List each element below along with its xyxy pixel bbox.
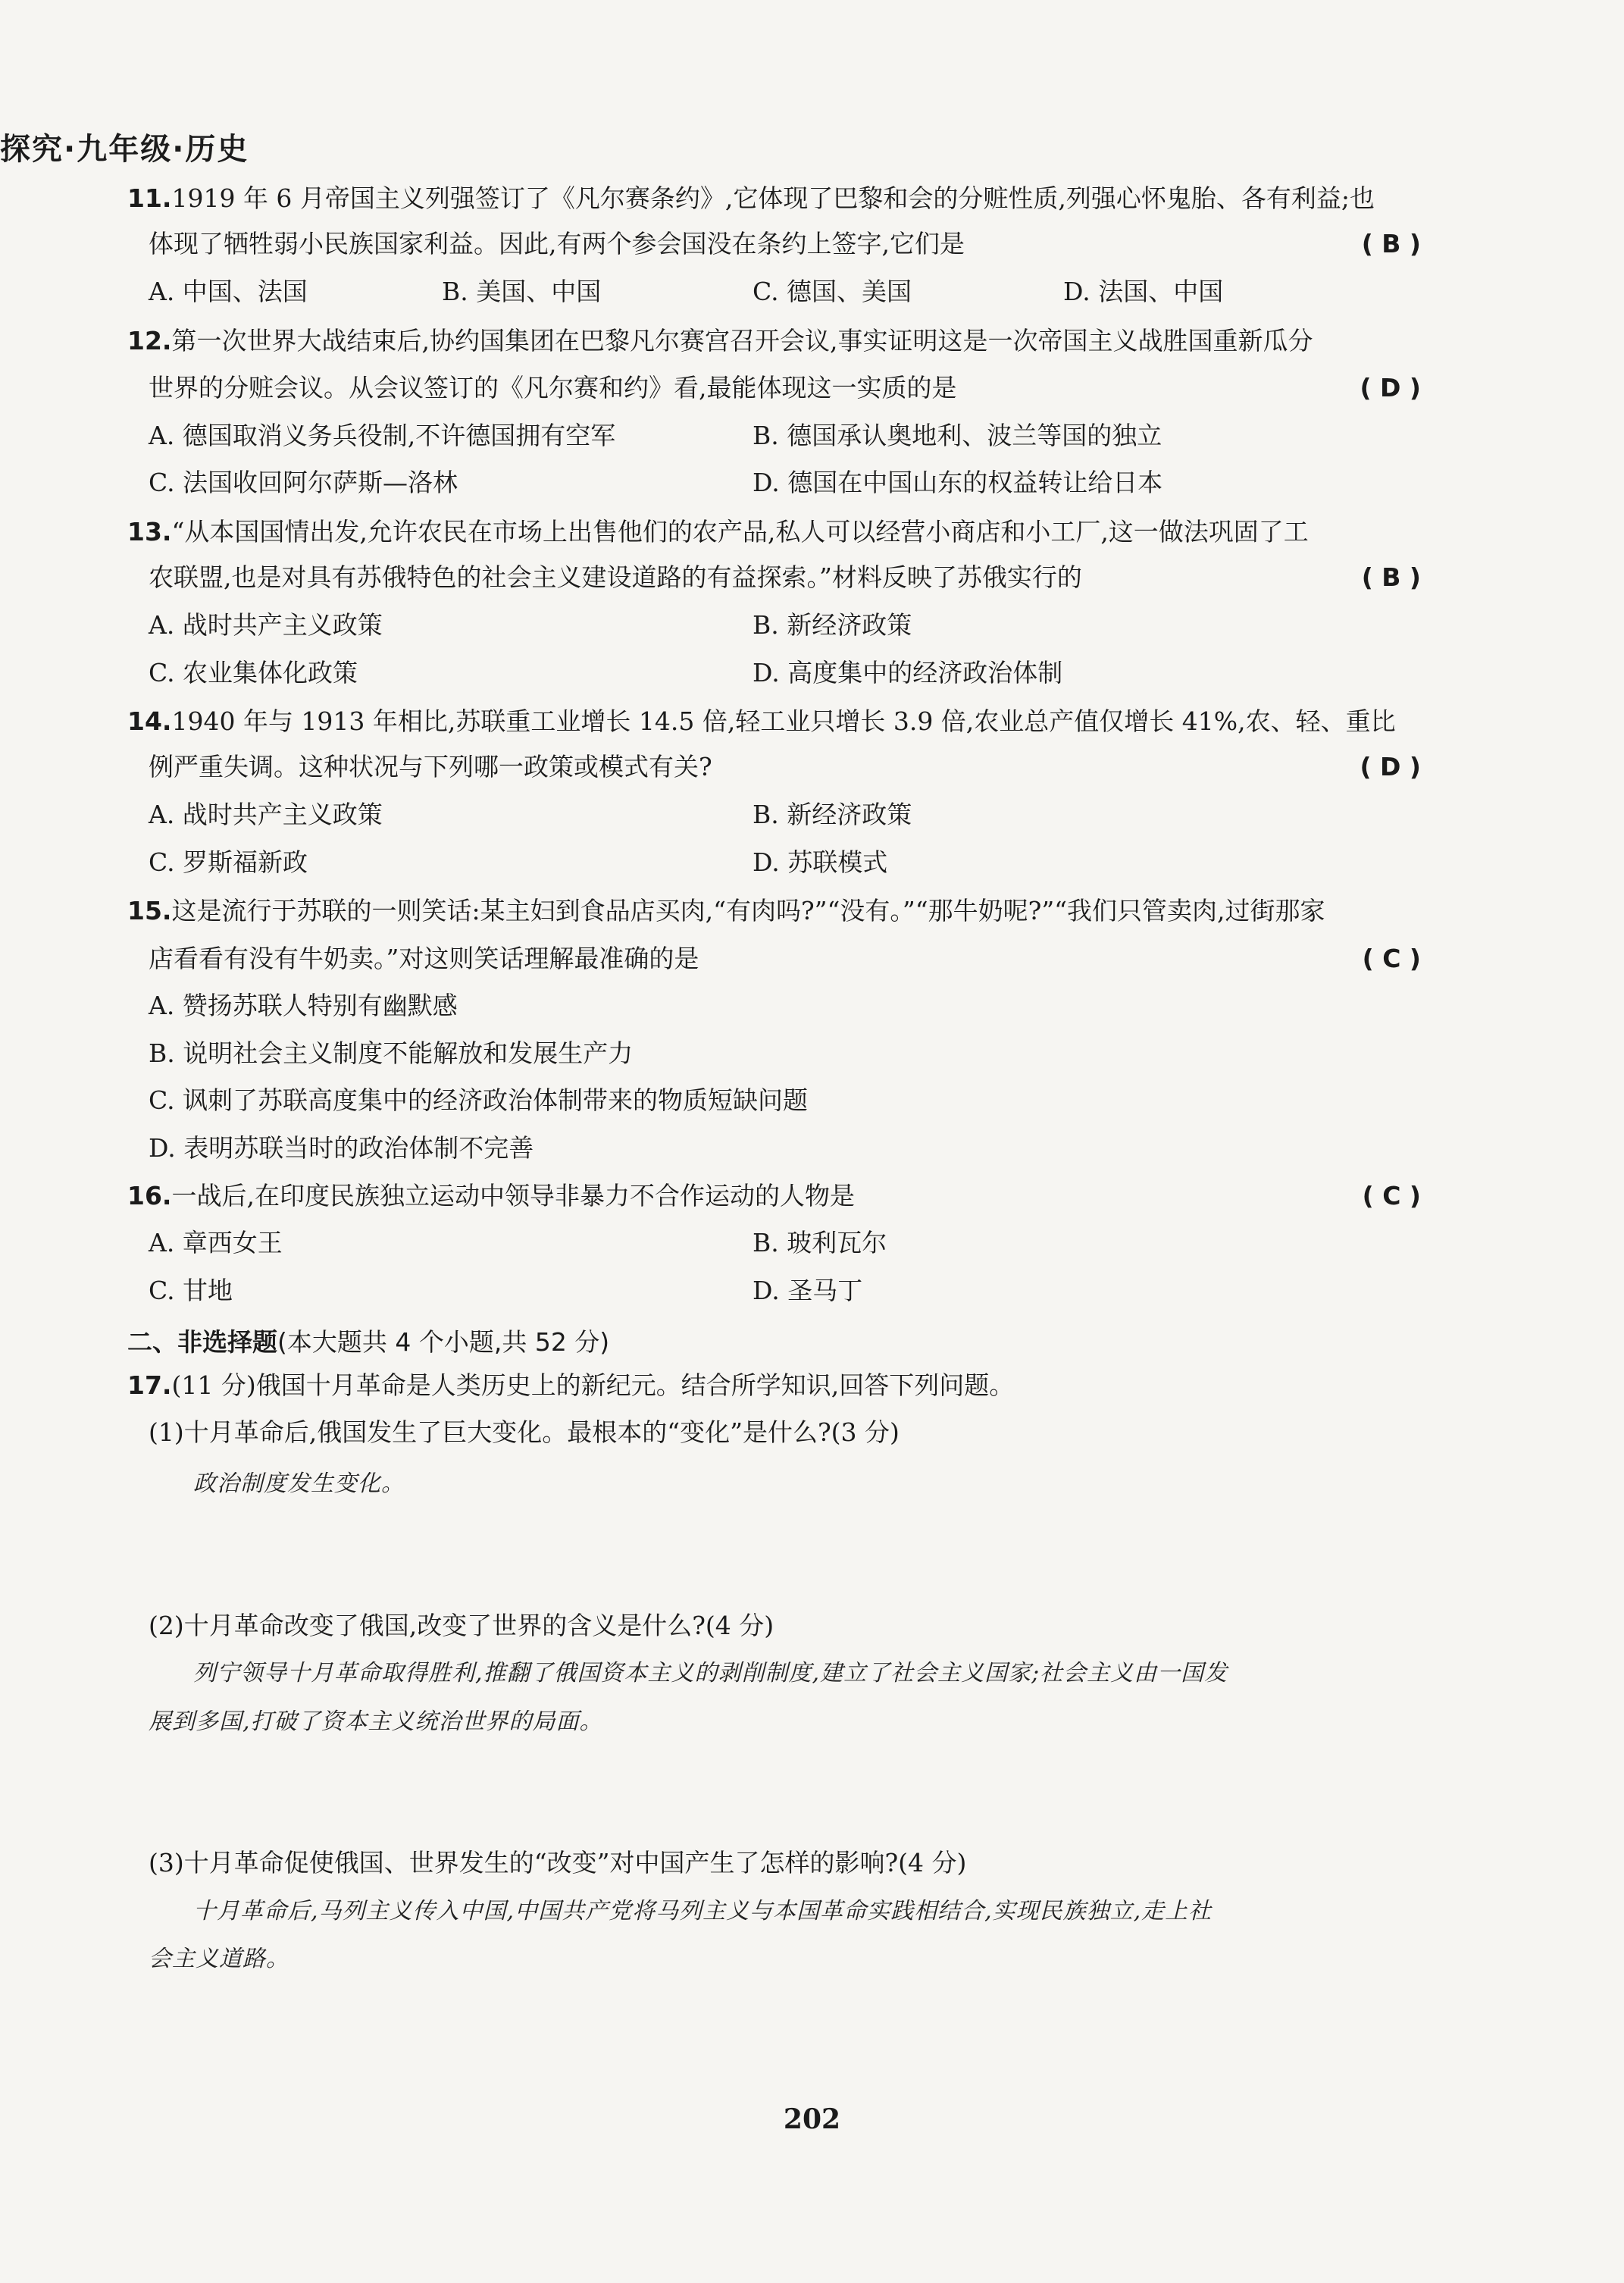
page-header: 探究·九年级·历史 — [0, 132, 249, 167]
question-13-line-2: 农联盟,也是对具有苏俄特色的社会主义建设道路的有益探索。”材料反映了苏俄实行的 — [149, 562, 1082, 592]
question-17-answer-2-line-1: 列宁领导十月革命取得胜利,推翻了俄国资本主义的剥削制度,建立了社会主义国家;社会主义由一国发 — [193, 1660, 1228, 1686]
question-11-option-b: B. 美国、中国 — [442, 277, 602, 306]
question-number: 13. — [127, 517, 172, 546]
question-number: 14. — [127, 706, 172, 736]
question-17-answer-1: 政治制度发生变化。 — [193, 1470, 405, 1497]
question-15-option-b: B. 说明社会主义制度不能解放和发展生产力 — [149, 1038, 634, 1068]
question-11-line-1: 11.1919 年 6 月帝国主义列强签订了《凡尔赛条约》,它体现了巴黎和会的分赃性质,列强心怀鬼胎、各有利益;也 — [127, 183, 1375, 213]
question-15-option-c: C. 讽刺了苏联高度集中的经济政治体制带来的物质短缺问题 — [149, 1085, 809, 1115]
question-14-option-a: A. 战时共产主义政策 — [149, 800, 383, 829]
question-number: 16. — [127, 1181, 172, 1210]
question-12-option-a: A. 德国取消义务兵役制,不许德国拥有空军 — [149, 421, 616, 450]
question-11-line-2: 体现了牺牲弱小民族国家利益。因此,有两个参会国没在条约上签字,它们是 — [149, 229, 965, 258]
question-14-line-2: 例严重失调。这种状况与下列哪一政策或模式有关? — [149, 752, 712, 781]
question-11-option-c: C. 德国、美国 — [753, 277, 912, 306]
question-17-sub-2: (2)十月革命改变了俄国,改变了世界的含义是什么?(4 分) — [149, 1611, 774, 1640]
question-16-option-c: C. 甘地 — [149, 1276, 233, 1305]
question-15-line-2: 店看看有没有牛奶卖。”对这则笑话理解最准确的是 — [149, 944, 699, 973]
question-13-option-a: A. 战时共产主义政策 — [149, 610, 383, 640]
question-17-sub-1: (1)十月革命后,俄国发生了巨大变化。最根本的“变化”是什么?(3 分) — [149, 1417, 900, 1447]
question-13-option-c: C. 农业集体化政策 — [149, 658, 358, 687]
question-16-option-b: B. 玻利瓦尔 — [753, 1228, 887, 1257]
question-13-option-d: D. 高度集中的经济政治体制 — [753, 658, 1063, 687]
question-12-option-b: B. 德国承认奥地利、波兰等国的独立 — [753, 421, 1162, 450]
question-11-option-a: A. 中国、法国 — [149, 277, 308, 306]
question-13-answer: ( B ) — [1361, 562, 1421, 592]
question-number: 12. — [127, 326, 172, 355]
question-16-line-1: 16.一战后,在印度民族独立运动中领导非暴力不合作运动的人物是 — [127, 1181, 855, 1210]
question-12-line-2: 世界的分赃会议。从会议签订的《凡尔赛和约》看,最能体现这一实质的是 — [149, 373, 957, 402]
question-16-option-a: A. 章西女王 — [149, 1228, 283, 1257]
question-15-line-1: 15.这是流行于苏联的一则笑话:某主妇到食品店买肉,“有肉吗?”“没有。”“那牛奶呢?”“我们只管卖肉,过街那家 — [127, 896, 1325, 925]
question-15-option-a: A. 赞扬苏联人特别有幽默感 — [149, 991, 458, 1020]
question-12-option-c: C. 法国收回阿尔萨斯—洛林 — [149, 468, 458, 497]
question-14-line-1: 14.1940 年与 1913 年相比,苏联重工业增长 14.5 倍,轻工业只增长 3.9 倍,农业总产值仅增长 41%,农、轻、重比 — [127, 706, 1396, 736]
question-17-answer-2-line-2: 展到多国,打破了资本主义统治世界的局面。 — [149, 1708, 603, 1735]
question-15-answer: ( C ) — [1362, 944, 1421, 973]
question-11-option-d: D. 法国、中国 — [1063, 277, 1224, 306]
question-12-line-1: 12.第一次世界大战结束后,协约国集团在巴黎凡尔赛宫召开会议,事实证明这是一次帝国主义战胜国重新瓜分 — [127, 326, 1313, 355]
question-14-option-b: B. 新经济政策 — [753, 800, 912, 829]
question-15-option-d: D. 表明苏联当时的政治体制不完善 — [149, 1133, 534, 1163]
question-17-answer-3-line-2: 会主义道路。 — [149, 1946, 289, 1972]
question-number: 17. — [127, 1370, 172, 1400]
question-14-answer: ( D ) — [1360, 752, 1421, 781]
question-12-option-d: D. 德国在中国山东的权益转让给日本 — [753, 468, 1163, 497]
page-number: 202 — [783, 2103, 841, 2135]
question-11-answer: ( B ) — [1361, 229, 1421, 258]
question-14-option-d: D. 苏联模式 — [753, 847, 888, 877]
question-13-option-b: B. 新经济政策 — [753, 610, 912, 640]
question-number: 15. — [127, 896, 172, 925]
question-17-stem: 17.(11 分)俄国十月革命是人类历史上的新纪元。结合所学知识,回答下列问题。 — [127, 1370, 1015, 1400]
section-2-heading: 二、非选择题(本大题共 4 个小题,共 52 分) — [127, 1327, 610, 1357]
question-13-line-1: 13.“从本国国情出发,允许农民在市场上出售他们的农产品,私人可以经营小商店和小工厂,这一做法巩固了工 — [127, 517, 1309, 546]
question-17-sub-3: (3)十月革命促使俄国、世界发生的“改变”对中国产生了怎样的影响?(4 分) — [149, 1848, 967, 1877]
question-12-answer: ( D ) — [1360, 373, 1421, 402]
question-14-option-c: C. 罗斯福新政 — [149, 847, 308, 877]
question-16-option-d: D. 圣马丁 — [753, 1276, 863, 1305]
question-17-answer-3-line-1: 十月革命后,马列主义传入中国,中国共产党将马列主义与本国革命实践相结合,实现民族独立,走上社 — [193, 1898, 1213, 1924]
question-number: 11. — [127, 183, 172, 213]
question-16-answer: ( C ) — [1362, 1181, 1421, 1210]
